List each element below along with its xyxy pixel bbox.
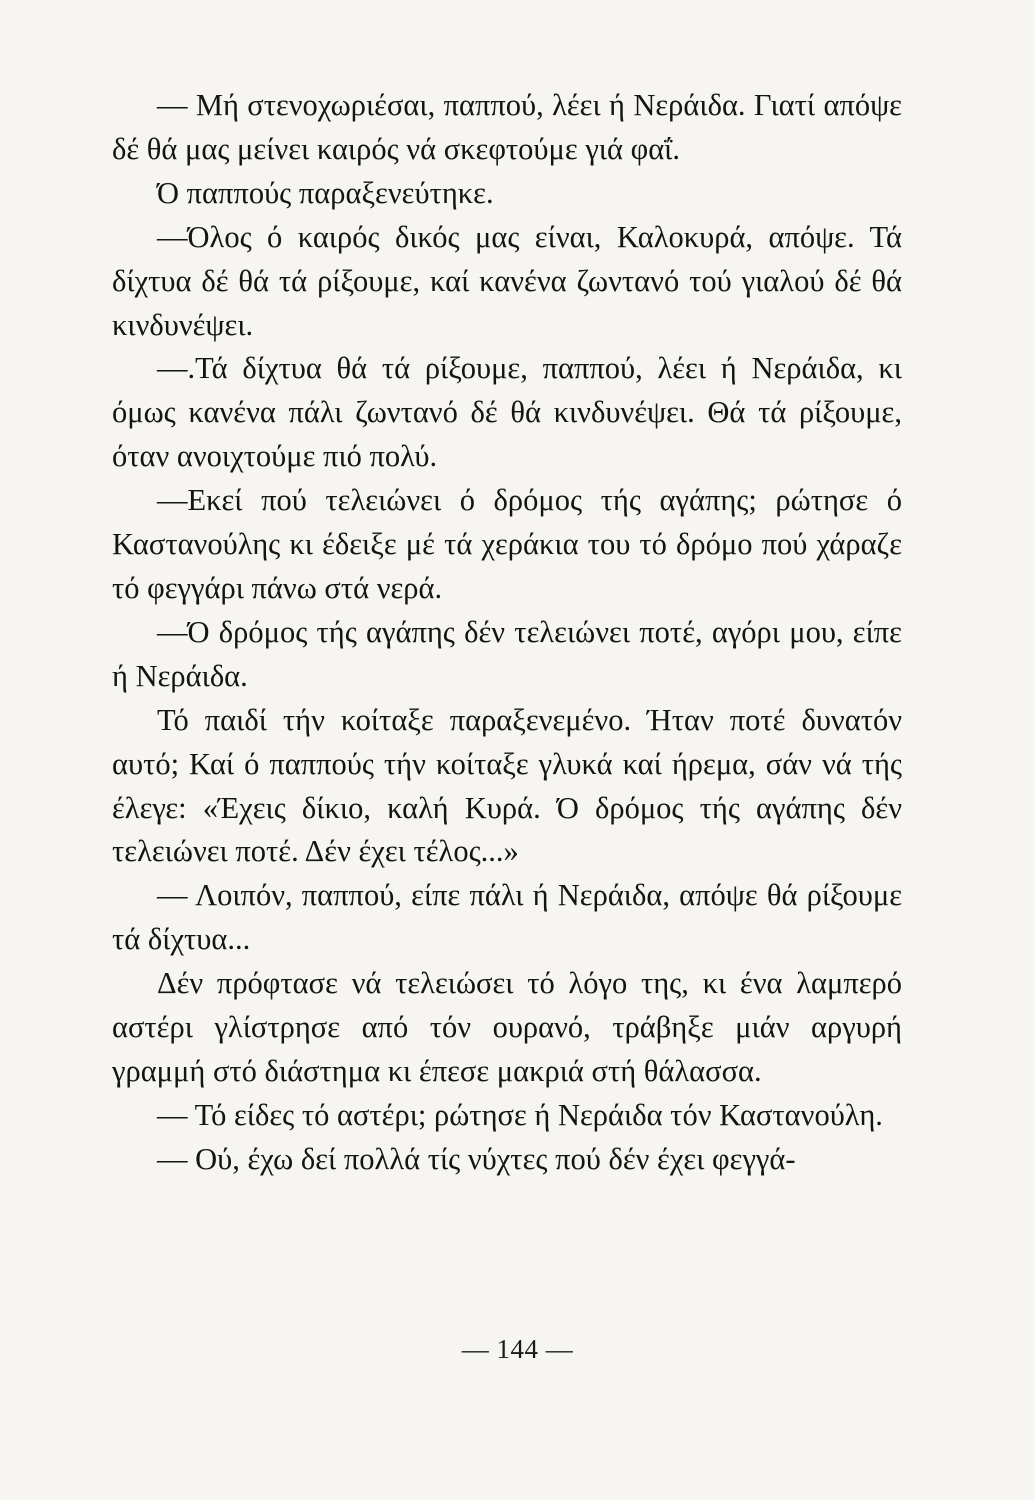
paragraph-9: Δέν πρόφτασε νά τελειώσει τό λόγο της, κι ένα λαμπερό αστέρι γλίστρησε από τόν ουρανό, τράβηξε μιάν αργυρή γραμμή στό διάστημα κι έπεσε μακριά στή θάλασσα. <box>112 966 902 1088</box>
paragraph-8: — Λοιπόν, παππού, είπε πάλι ή Νεράιδα, απόψε θά ρίξουμε τά δίχτυα... <box>112 878 902 957</box>
paragraph-2: Ό παππούς παραξενεύτηκε. <box>157 175 494 210</box>
page-number: — 144 — <box>461 1334 574 1364</box>
body-text <box>112 84 902 1182</box>
paragraph-6: —Ό δρόμος τής αγάπης δέν τελειώνει ποτέ, αγόρι μου, είπε ή Νεράιδα. <box>112 614 902 693</box>
paragraph-3: —Όλος ό καιρός δικός μας είναι, Καλοκυρά, απόψε. Τά δίχτυα δέ θά τά ρίξουμε, καί κανένα ζωντανό τού γιαλού δέ θά κινδυνέψει. <box>112 219 902 342</box>
paragraph-11: — Ού, έχω δεί πολλά τίς νύχτες πού δέν έχει φεγγά- <box>157 1141 796 1176</box>
paragraph-10: — Τό είδες τό αστέρι; ρώτησε ή Νεράιδα τόν Καστανούλη. <box>157 1097 883 1132</box>
paragraph-4: —.Τά δίχτυα θά τά ρίξουμε, παππού, λέει ή Νεράιδα, κι όμως κανένα πάλι ζωντανό δέ θά κινδυνέψει. Θά τά ρίξουμε, όταν ανοιχτούμε πιό πολύ. <box>112 351 902 474</box>
paragraph-5: —Εκεί πού τελειώνει ό δρόμος τής αγάπης; ρώτησε ό Καστανούλης κι έδειξε μέ τά χεράκια του τό δρόμο πού χάραζε τό φεγγάρι πάνω στά νερά. <box>112 483 902 605</box>
paragraph-7: Τό παιδί τήν κοίταξε παραξενεμένο. Ήταν ποτέ δυνατόν αυτό; Καί ό παππούς τήν κοίταξε γλυκά καί ήρεμα, σάν νά τής έλεγε: «Έχεις δίκιο, καλή Κυρά. Ό δρόμος τής αγάπης δέν τελειώνει ποτέ. Δέν έχει τέλος...» <box>112 702 902 869</box>
paragraph-1: — Μή στενοχωριέσαι, παππού, λέει ή Νεράιδα. Γιατί απόψε δέ θά μας μείνει καιρός νά σκεφτούμε γιά φαΐ. <box>112 88 902 166</box>
